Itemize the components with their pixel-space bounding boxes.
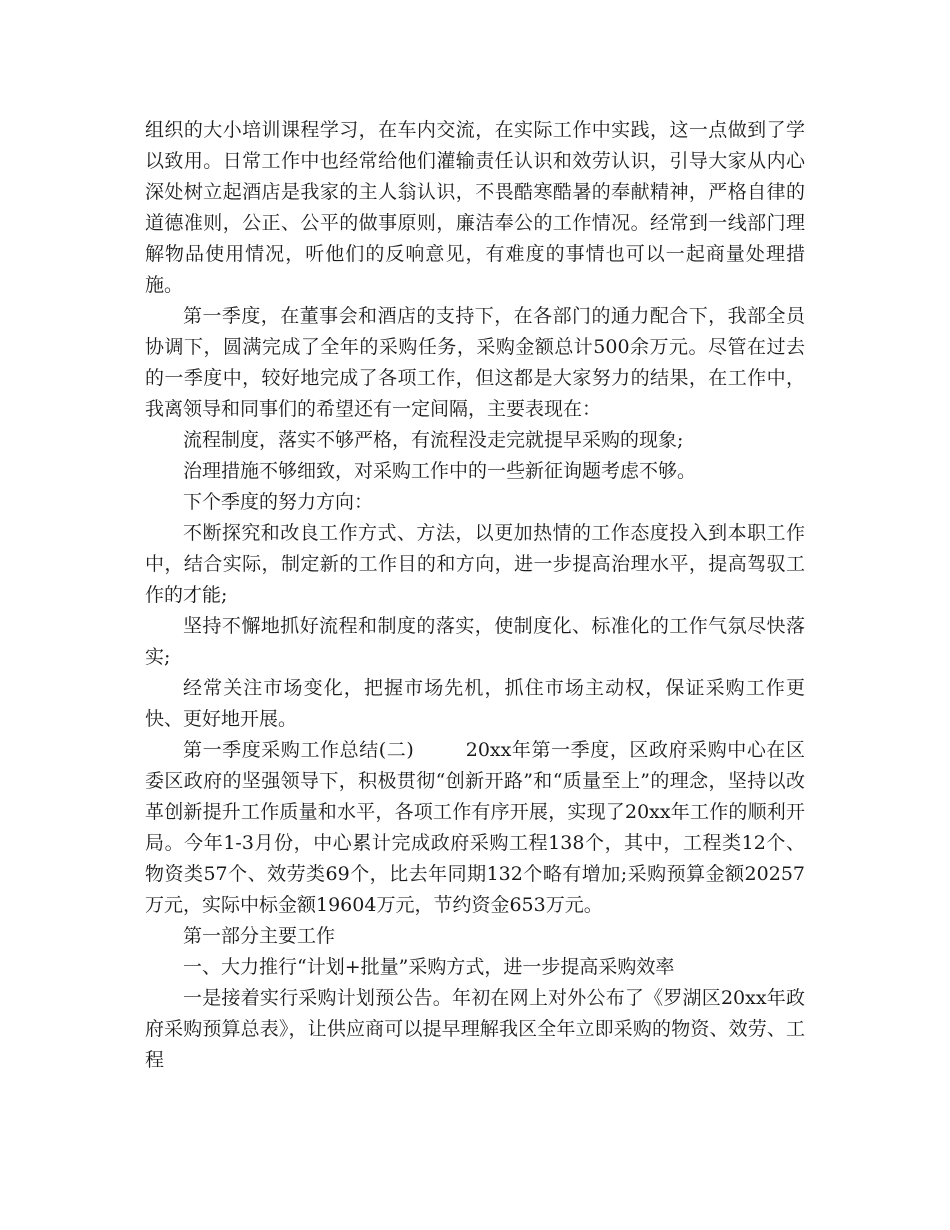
document-body bbox=[145, 115, 805, 1076]
paragraph-9: 第一部分主要工作 bbox=[183, 925, 336, 947]
paragraph-11: 一是接着实行采购计划预公告。年初在网上对外公布了《罗湖区20xx年政府采购预算总表》，让供应商可以提早理解我区全年立即采购的物资、效劳、工程 bbox=[145, 987, 805, 1071]
paragraph-5: 不断探究和改良工作方式、方法，以更加热情的工作态度投入到本职工作中，结合实际，制定新的工作目的和方向，进一步提高治理水平，提高驾驭工作的才能; bbox=[145, 522, 805, 606]
paragraph-4: 下个季度的努力方向： bbox=[183, 491, 374, 513]
paragraph-10: 一、大力推行“计划+批量”采购方式，进一步提高采购效率 bbox=[183, 956, 675, 978]
section-2-body: 20xx年第一季度，区政府采购中心在区委区政府的坚强领导下，积极贯彻“创新开路”和“质量至上”的理念，坚持以改革创新提升工作质量和水平，各项工作有序开展，实现了20xx年工作的顺利开局。今年1-3月份，中心累计完成政府采购工程138个，其中，工程类12个、物资类57个、效劳类69个，比去年同期132个略有增加;采购预算金额20257万元，实际中标金额19604万元，节约资金653万元。 bbox=[145, 739, 806, 916]
paragraph-1: 第一季度，在董事会和酒店的支持下，在各部门的通力配合下，我部全员协调下，圆满完成了全年的采购任务，采购金额总计500余万元。尽管在过去的一季度中，较好地完成了各项工作，但这都是大家努力的结果，在工作中，我离领导和同事们的希望还有一定间隔，主要表现在： bbox=[145, 305, 805, 420]
section-2-heading: 第一季度采购工作总结(二) bbox=[183, 739, 414, 761]
paragraph-6: 坚持不懈地抓好流程和制度的落实，使制度化、标准化的工作气氛尽快落实; bbox=[145, 615, 805, 668]
paragraph-0: 组织的大小培训课程学习，在车内交流，在实际工作中实践，这一点做到了学以致用。日常工作中也经常给他们灌输责任认识和效劳认识，引导大家从内心深处树立起酒店是我家的主人翁认识，不畏酷寒酷暑的奉献精神，严格自律的道德准则，公正、公平的做事原则，廉洁奉公的工作情况。经常到一线部门理解物品使用情况，听他们的反响意见，有难度的事情也可以一起商量处理措施。 bbox=[145, 119, 805, 296]
section-2-paragraph bbox=[145, 735, 805, 921]
paragraph-2: 流程制度，落实不够严格，有流程没走完就提早采购的现象; bbox=[183, 429, 684, 451]
paragraph-3: 治理措施不够细致，对采购工作中的一些新征询题考虑不够。 bbox=[183, 460, 697, 482]
paragraph-7: 经常关注市场变化，把握市场先机，抓住市场主动权，保证采购工作更快、更好地开展。 bbox=[145, 677, 805, 730]
